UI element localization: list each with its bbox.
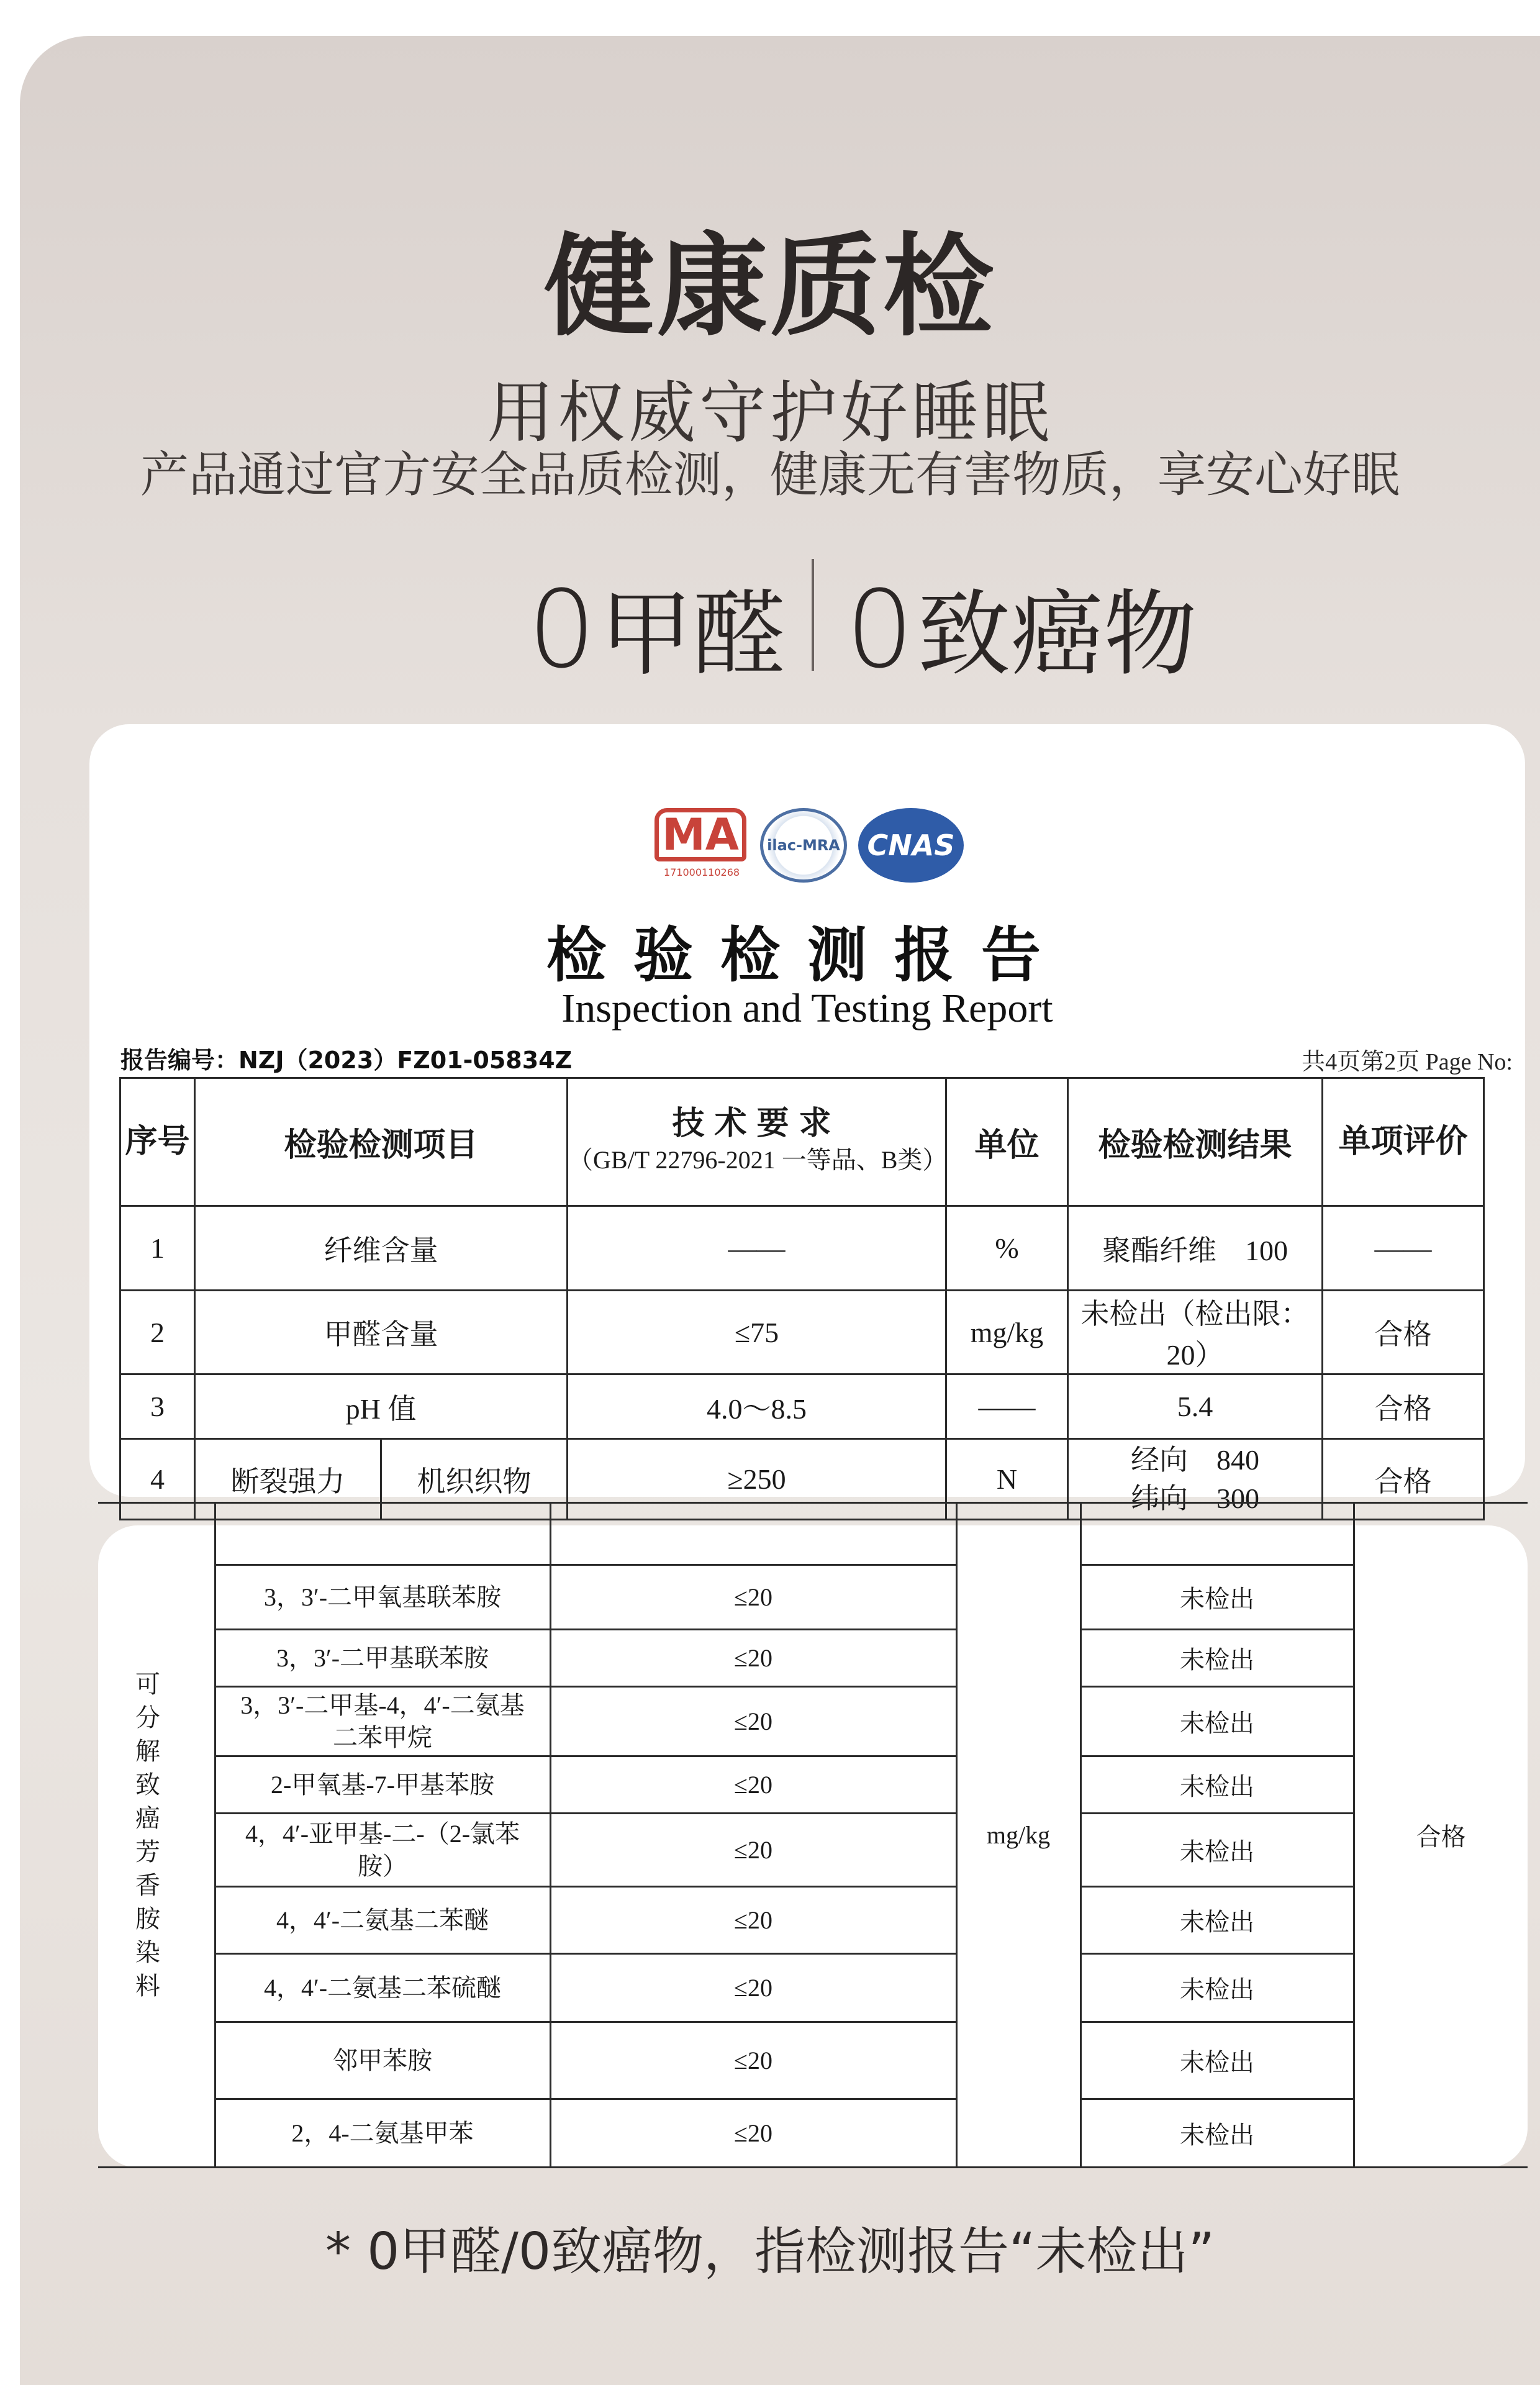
empty-cell xyxy=(550,1503,956,1565)
group-eval: 合格 xyxy=(1354,1503,1528,2168)
row-item: pH 值 xyxy=(195,1374,568,1439)
table-row xyxy=(98,1565,1528,1630)
empty-cell xyxy=(215,1503,550,1565)
row-seq: 1 xyxy=(120,1206,195,1291)
claim-zero: 0 xyxy=(528,567,596,692)
claim-divider xyxy=(812,559,814,671)
amine-result: 未检出 xyxy=(1080,1887,1354,1954)
row-item: 纤维含量 xyxy=(195,1206,568,1291)
table-row xyxy=(98,1687,1528,1756)
ilac-logo-text: ilac-MRA xyxy=(767,837,840,854)
claim-zero: 0 xyxy=(846,567,914,692)
row-seq: 4 xyxy=(120,1439,195,1520)
table-row xyxy=(98,1954,1528,2022)
amine-name: 4，4′-二氨基二苯醚 xyxy=(215,1887,550,1954)
row-result: 未检出（检出限：20） xyxy=(1068,1291,1323,1374)
header-item: 检验检测项目 xyxy=(195,1078,568,1206)
amine-name: 2，4-二氨基甲苯 xyxy=(215,2099,550,2168)
amine-result: 未检出 xyxy=(1080,1814,1354,1887)
report-table xyxy=(119,1077,1485,1520)
claim-formaldehyde xyxy=(528,559,786,692)
header-unit: 单位 xyxy=(946,1078,1068,1206)
table-row xyxy=(120,1374,1484,1439)
header-standard-detail: （GB/T 22796-2021 一等品、B类） xyxy=(568,1145,948,1174)
amine-requirement: ≤20 xyxy=(550,2022,956,2099)
amine-name: 邻甲苯胺 xyxy=(215,2022,550,2099)
header-standard xyxy=(568,1078,946,1206)
amine-requirement: ≤20 xyxy=(550,1687,956,1756)
header-result: 检验检测结果 xyxy=(1068,1078,1323,1206)
claim-label: 致癌物 xyxy=(917,581,1197,689)
amine-result: 未检出 xyxy=(1080,1954,1354,2022)
amine-result: 未检出 xyxy=(1080,1565,1354,1630)
amine-name: 4，4′-亚甲基-二-（2-氯苯胺） xyxy=(215,1814,550,1887)
amine-table-card xyxy=(98,1525,1528,2168)
hero-subtitle: 用权威守护好睡眠 xyxy=(486,375,1053,452)
cnas-logo-icon xyxy=(858,808,964,883)
table-row xyxy=(98,2099,1528,2168)
header-eval: 单项评价 xyxy=(1323,1078,1484,1206)
amine-name: 3，3′-二甲基联苯胺 xyxy=(215,1630,550,1687)
amine-result: 未检出 xyxy=(1080,1756,1354,1814)
table-row xyxy=(98,2022,1528,2099)
claim-label: 甲醛 xyxy=(599,581,786,689)
table-row xyxy=(120,1291,1484,1374)
amine-requirement: ≤20 xyxy=(550,1887,956,1954)
row-result: 5.4 xyxy=(1068,1374,1323,1439)
row-requirement: —— xyxy=(568,1206,946,1291)
amine-requirement: ≤20 xyxy=(550,1954,956,2022)
report-title-cn: 检验检测报告 xyxy=(546,920,1068,990)
report-number: 报告编号：NZJ（2023）FZ01-05834Z xyxy=(120,1047,573,1074)
footnote: * 0甲醛/0致癌物，指检测报告“未检出” xyxy=(325,2222,1215,2281)
amine-result: 未检出 xyxy=(1080,2022,1354,2099)
hero-title: 健康质检 xyxy=(544,222,996,351)
table-row xyxy=(98,1887,1528,1954)
row-result-warp: 经向 840 xyxy=(1131,1443,1260,1476)
report-title-en: Inspection and Testing Report xyxy=(561,986,1053,1031)
amine-name: 3，3′-二甲氧基联苯胺 xyxy=(215,1565,550,1630)
amine-requirement: ≤20 xyxy=(550,1565,956,1630)
table-row xyxy=(98,1503,1528,1565)
row-requirement: ≥250 xyxy=(568,1439,946,1520)
ma-logo-icon xyxy=(654,808,749,883)
table-row xyxy=(98,1814,1528,1887)
amine-name: 2-甲氧基-7-甲基苯胺 xyxy=(215,1756,550,1814)
amine-name: 4，4′-二氨基二苯硫醚 xyxy=(215,1954,550,2022)
report-page-info: 共4页第2页 Page No: xyxy=(1302,1049,1513,1075)
amine-result: 未检出 xyxy=(1080,2099,1354,2168)
ma-logo-text: MA xyxy=(654,808,746,861)
cnas-logo-text: CNAS xyxy=(867,829,955,862)
amine-requirement: ≤20 xyxy=(550,1630,956,1687)
claim-carcinogen xyxy=(846,559,1197,692)
row-item: 甲醛含量 xyxy=(195,1291,568,1374)
group-label: 可分解致癌芳香胺染料 xyxy=(98,1503,215,2168)
amine-requirement: ≤20 xyxy=(550,1756,956,1814)
row-unit: mg/kg xyxy=(946,1291,1068,1374)
amine-requirement: ≤20 xyxy=(550,1814,956,1887)
row-requirement: ≤75 xyxy=(568,1291,946,1374)
empty-cell xyxy=(1080,1503,1354,1565)
row-item: 断裂强力 xyxy=(195,1439,381,1520)
header-standard-title: 技术要求 xyxy=(672,1106,841,1142)
amine-table xyxy=(98,1502,1528,2168)
row-sub-item: 机织织物 xyxy=(381,1439,568,1520)
certification-logos xyxy=(654,805,964,886)
ma-logo-number: 171000110268 xyxy=(663,866,740,878)
row-eval: 合格 xyxy=(1323,1291,1484,1374)
table-header-row xyxy=(120,1078,1484,1206)
row-result-weft: 纬向 300 xyxy=(1131,1482,1260,1514)
amine-result: 未检出 xyxy=(1080,1687,1354,1756)
row-eval: —— xyxy=(1323,1206,1484,1291)
table-row xyxy=(120,1206,1484,1291)
row-seq: 3 xyxy=(120,1374,195,1439)
row-eval: 合格 xyxy=(1323,1439,1484,1520)
row-unit: N xyxy=(946,1439,1068,1520)
row-eval: 合格 xyxy=(1323,1374,1484,1439)
amine-name: 3，3′-二甲基-4，4′-二氨基二苯甲烷 xyxy=(215,1687,550,1756)
row-unit: —— xyxy=(946,1374,1068,1439)
table-row xyxy=(98,1756,1528,1814)
hero-description: 产品通过官方安全品质检测，健康无有害物质，享安心好眠 xyxy=(140,447,1400,503)
group-unit: mg/kg xyxy=(956,1503,1080,2168)
report-card xyxy=(89,724,1525,1514)
row-seq: 2 xyxy=(120,1291,195,1374)
header-seq: 序号 xyxy=(120,1078,195,1206)
row-result: 聚酯纤维 100 xyxy=(1068,1206,1323,1291)
row-requirement: 4.0～8.5 xyxy=(568,1374,946,1439)
amine-result: 未检出 xyxy=(1080,1630,1354,1687)
amine-requirement: ≤20 xyxy=(550,2099,956,2168)
table-row xyxy=(98,1630,1528,1687)
ilac-mra-logo-icon xyxy=(760,808,847,883)
row-unit: % xyxy=(946,1206,1068,1291)
